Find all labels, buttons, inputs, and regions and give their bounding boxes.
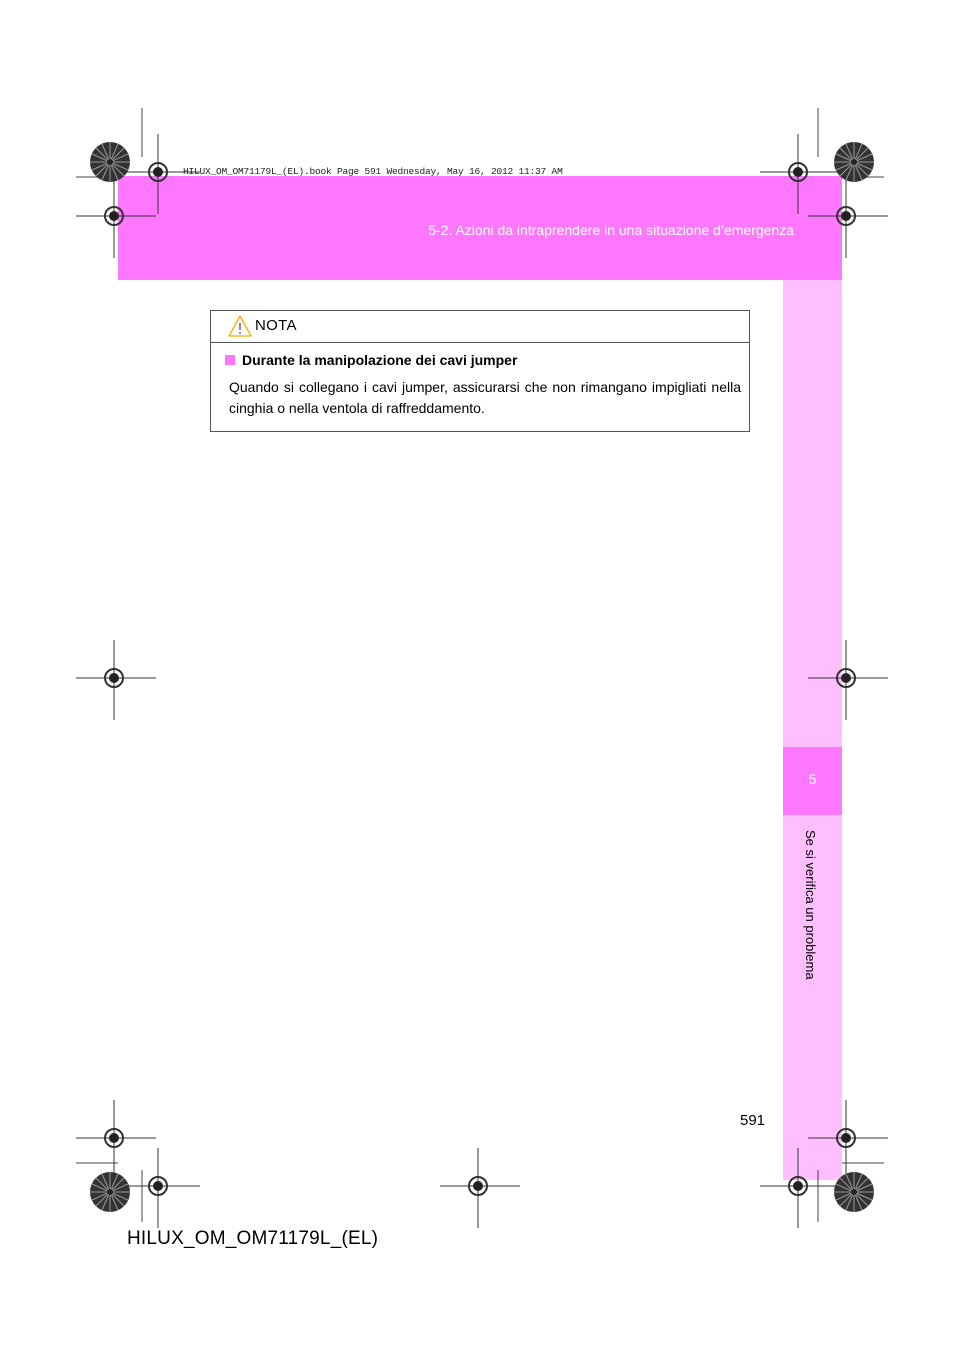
crosshair-icon (808, 1100, 888, 1180)
crosshair-icon (440, 1148, 520, 1228)
sunburst-icon (832, 1170, 876, 1214)
crosshair-icon (76, 640, 156, 720)
note-body: Quando si collegano i cavi jumper, assicurarsi che non rimangano impigliati nella cinghia o nella ventola di raffreddamento. (229, 379, 741, 416)
crosshair-icon (808, 178, 888, 258)
crosshair-icon (120, 134, 200, 214)
crosshair-icon (120, 1148, 200, 1228)
book-stamp: HILUX_OM_OM71179L_(EL).book Page 591 Wednesday, May 16, 2012 11:37 AM (183, 166, 563, 177)
document-code: HILUX_OM_OM71179L_(EL) (127, 1228, 379, 1249)
sunburst-icon (88, 140, 132, 184)
section-title: 5-2. Azioni da intraprendere in una situazione d’emergenza (428, 222, 794, 238)
chapter-number: 5 (808, 771, 817, 787)
sunburst-icon (88, 1170, 132, 1214)
sunburst-icon (832, 140, 876, 184)
page-number: 591 (740, 1112, 766, 1129)
note-title: NOTA (255, 317, 297, 334)
crosshair-icon (808, 640, 888, 720)
chapter-label: Se si verifica un problema (803, 830, 818, 980)
note-heading: Durante la manipolazione dei cavi jumper (242, 352, 518, 368)
